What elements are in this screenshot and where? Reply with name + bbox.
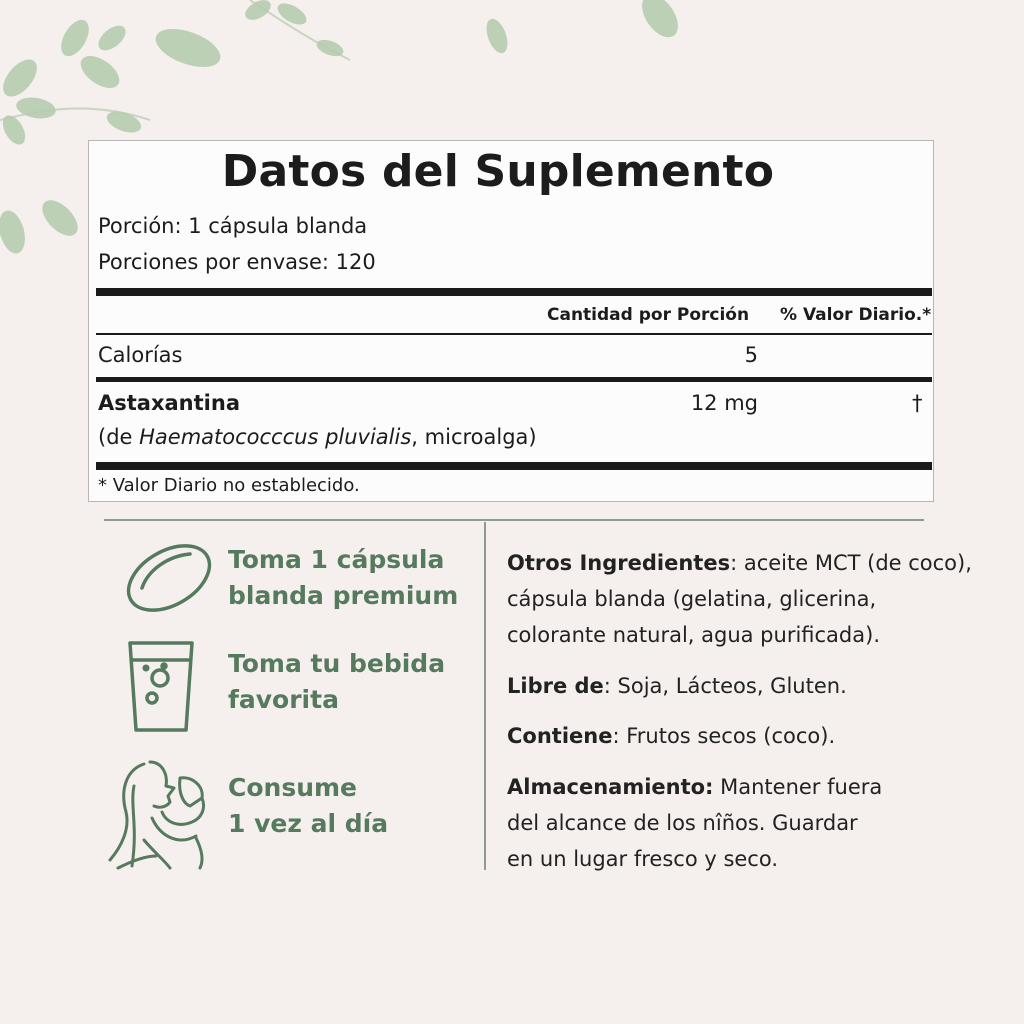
step-take-capsule: Toma 1 cápsula blanda premium — [228, 545, 459, 610]
footnote: * Valor Diario no establecido. — [98, 475, 360, 496]
step-favorite-drink: Toma tu bebida favorita — [228, 649, 446, 714]
row-amount-calories: 5 — [744, 343, 758, 367]
glass-of-water-icon — [126, 640, 196, 734]
thin-rule — [96, 333, 932, 335]
step-once-a-day: Consume 1 vez al día — [228, 773, 389, 838]
row-amount-astaxanthin: 12 mg — [690, 391, 758, 415]
facts-title: Datos del Suplemento — [221, 146, 775, 197]
other-ingredients: Otros Ingredientes: aceite MCT (de coco), cápsula blanda (gelatina, glicerina, colorante natural, agua purificada). — [507, 551, 972, 647]
thick-rule-top — [96, 288, 932, 296]
column-header-daily-value: % Valor Diario.* — [780, 305, 932, 325]
contains: Contiene: Frutos secos (coco). — [507, 724, 836, 748]
thick-rule-bottom — [96, 462, 932, 470]
row-name-astaxanthin: Astaxantina — [98, 391, 240, 415]
section-divider-horizontal — [104, 519, 924, 521]
row-dv-astaxanthin: † — [912, 391, 923, 415]
serving-size: Porción: 1 cápsula blanda — [98, 214, 368, 238]
section-divider-vertical — [484, 522, 486, 870]
medium-rule — [96, 377, 932, 382]
storage: Almacenamiento: Mantener fuera del alcance de los nîños. Guardar en un lugar fresco y seco. — [507, 775, 883, 871]
row-name-calories: Calorías — [98, 343, 183, 367]
servings-per-container: Porciones por envase: 120 — [98, 250, 376, 274]
species-name: Haematococccus pluvialis — [139, 425, 412, 449]
softgel-capsule-icon — [124, 540, 214, 616]
woman-drinking-icon — [104, 756, 220, 872]
astaxanthin-source: (de Haematococccus pluvialis, microalga) — [98, 425, 537, 449]
column-header-amount: Cantidad por Porción — [547, 305, 750, 325]
free-of: Libre de: Soja, Lácteos, Gluten. — [507, 674, 847, 698]
